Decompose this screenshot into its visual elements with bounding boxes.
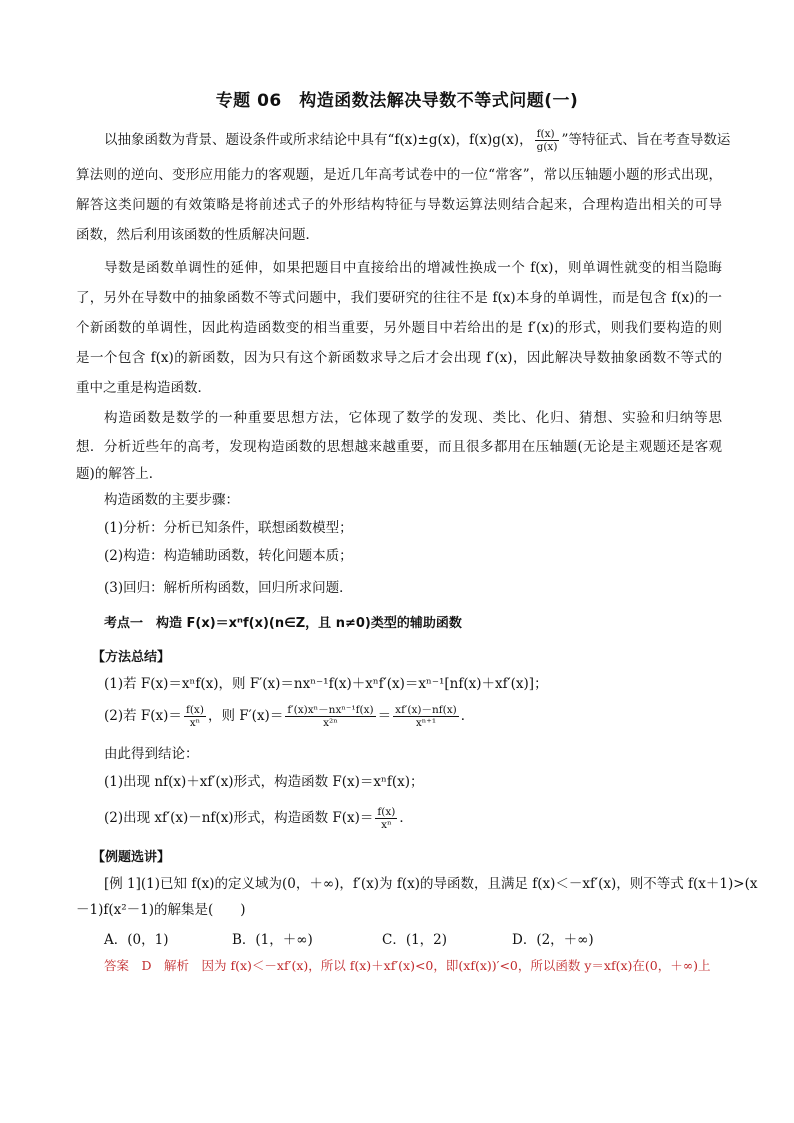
option-a: A．(0，1)	[104, 932, 169, 948]
fraction-f-over-xn-2	[375, 806, 397, 831]
fraction-f-over-g	[535, 128, 560, 153]
para2-line-2: 了，另外在导数中的抽象函数不等式问题中，我们要研究的往往不是 f(x)本身的单调性，而是包含 f(x)的一	[76, 290, 722, 306]
fraction-numerator: f(x)	[185, 704, 204, 716]
conclusion-2-end: ．	[399, 810, 413, 826]
conclusion-1: (1)出现 nf(x)＋xf′(x)形式，构造函数 F(x)＝xⁿf(x)；	[104, 774, 424, 790]
option-d: D．(2，＋∞)	[512, 932, 594, 948]
method-item-2-end: ．	[460, 708, 475, 724]
para2-line-3: 个新函数的单调性，因此构造函数变的相当重要，另外题目中若给出的是 f′(x)的形式，则我们要构造的则	[76, 320, 722, 336]
topic-heading: 考点一 构造 F(x)＝xⁿf(x)(n∈Z，且 n≠0)类型的辅助函数	[104, 616, 462, 631]
conclusion-heading: 由此得到结论：	[104, 746, 199, 762]
example-question-line-1: [例 1](1)已知 f(x)的定义域为(0，＋∞)，f′(x)为 f(x)的导函数，且满足 f(x)＜－xf′(x)，则不等式 f(x＋1)>(x	[104, 876, 758, 892]
intro-text-b: ”等特征式、旨在考查导数运	[561, 132, 731, 148]
intro-line-2: 算法则的逆向、变形应用能力的客观题，是近几年高考试卷中的一位“常客”，常以压轴题小题的形式出现，	[76, 167, 722, 183]
example-heading: 【例题选讲】	[92, 850, 171, 865]
method-item-2-prefix: (2)若 F(x)＝	[104, 708, 182, 724]
example-question-line-2: －1)f(x²－1)的解集是( )	[76, 902, 246, 918]
step-2: (2)构造：构造辅助函数，转化问题本质；	[104, 548, 353, 564]
para3-line-2: 想．分析近些年的高考，发现构造函数的思想越来越重要，而且很多都用在压轴题(无论是主观题还是客观	[76, 439, 722, 455]
para3-line-3: 题)的解答上．	[76, 466, 163, 482]
method-item-2	[104, 704, 750, 729]
para2-line-1: 导数是函数单调性的延伸，如果把题目中直接给出的增减性换成一个 f(x)，则单调性就变的相当隐晦	[104, 260, 722, 276]
equals-sign: ＝	[377, 708, 392, 724]
para3-line-1: 构造函数是数学的一种重要思想方法，它体现了数学的发现、类比、化归、猜想、实验和归纳等思	[104, 410, 722, 426]
fraction-f-over-xn	[184, 704, 206, 729]
step-3: (3)回归：解析所构函数，回归所求问题．	[104, 580, 353, 596]
steps-heading: 构造函数的主要步骤：	[104, 492, 239, 508]
page-title: 专题 06 构造函数法解决导数不等式问题(一)	[215, 91, 579, 111]
para2-line-5: 重中之重是构造函数．	[76, 380, 211, 396]
answer-explanation: 答案 D 解析 因为 f(x)＜－xf′(x)，所以 f(x)＋xf′(x)<0，即(xf(x))′<0，所以函数 y＝xf(x)在(0，＋∞)上	[104, 958, 711, 973]
step-1: (1)分析：分析已知条件，联想函数模型；	[104, 520, 353, 536]
fraction-denominator: x²ⁿ	[323, 717, 338, 729]
fraction-derivative-1	[285, 704, 375, 729]
fraction-denominator: xⁿ⁺¹	[415, 717, 437, 729]
intro-line-1	[76, 128, 731, 153]
intro-line-3: 解答这类问题的有效策略是将前述式子的外形结构特征与导数运算法则结合起来，合理构造出相关的可导	[76, 197, 722, 213]
option-c: C．(1，2)	[382, 932, 448, 948]
intro-line-4: 函数，然后利用该函数的性质解决问题．	[76, 227, 319, 243]
fraction-numerator: xf′(x)－nf(x)	[395, 704, 457, 716]
conclusion-2	[104, 806, 750, 831]
conclusion-2-prefix: (2)出现 xf′(x)－nf(x)形式，构造函数 F(x)＝	[104, 810, 374, 826]
fraction-derivative-2	[393, 704, 459, 729]
fraction-numerator: f(x)	[535, 128, 560, 141]
method-item-1: (1)若 F(x)＝xⁿf(x)，则 F′(x)＝nxⁿ⁻¹f(x)＋xⁿf′(x)＝xⁿ⁻¹[nf(x)＋xf′(x)]；	[104, 676, 548, 692]
fraction-numerator: f(x)	[377, 806, 396, 818]
method-heading: 【方法总结】	[92, 650, 171, 665]
option-b: B．(1，＋∞)	[232, 932, 313, 948]
fraction-denominator: xⁿ	[189, 717, 201, 729]
fraction-denominator: g(x)	[536, 141, 558, 153]
fraction-numerator: f′(x)xⁿ－nxⁿ⁻¹f(x)	[287, 704, 374, 716]
para2-line-4: 是一个包含 f(x)的新函数，因为只有这个新函数求导之后才会出现 f′(x)，因此解决导数抽象函数不等式的	[76, 350, 722, 366]
intro-text-a: 以抽象函数为背景、题设条件或所求结论中具有“f(x)±g(x)，f(x)g(x)，	[104, 132, 533, 148]
method-item-2-mid: ，则 F′(x)＝	[207, 708, 284, 724]
fraction-denominator: xⁿ	[381, 819, 392, 831]
